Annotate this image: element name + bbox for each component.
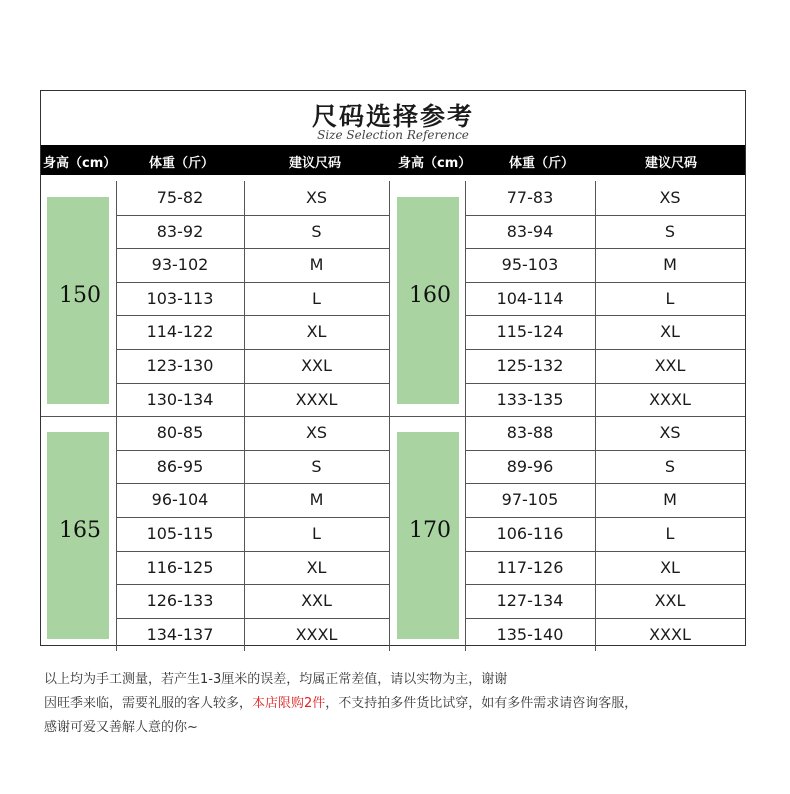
header-size: 建议尺码 bbox=[289, 156, 342, 171]
table-header bbox=[41, 145, 745, 175]
row-divider bbox=[116, 282, 389, 283]
row-divider bbox=[465, 584, 745, 585]
weight-cell: 96-104 bbox=[151, 490, 209, 510]
weight-cell: 130-134 bbox=[146, 389, 214, 409]
weight-cell: 95-103 bbox=[501, 255, 559, 275]
column-divider bbox=[465, 181, 466, 651]
size-cell: S bbox=[664, 456, 676, 476]
row-divider bbox=[116, 584, 389, 585]
height-value: 160 bbox=[409, 282, 451, 308]
size-cell: XL bbox=[660, 557, 680, 577]
chart-title: 尺码选择参考 bbox=[311, 102, 474, 131]
weight-cell: 75-82 bbox=[156, 188, 204, 207]
row-divider bbox=[465, 551, 745, 552]
size-cell: M bbox=[309, 490, 324, 510]
row-divider bbox=[465, 315, 745, 316]
size-cell: S bbox=[311, 221, 322, 241]
note-line-2 bbox=[44, 692, 637, 716]
row-divider bbox=[116, 383, 389, 384]
size-cell: XS bbox=[659, 188, 681, 207]
size-cell: XL bbox=[306, 322, 327, 342]
weight-cell: 134-137 bbox=[146, 624, 214, 644]
height-value: 170 bbox=[409, 517, 451, 543]
row-divider bbox=[465, 483, 745, 484]
row-divider bbox=[116, 517, 389, 518]
weight-cell: 77-83 bbox=[506, 188, 554, 207]
note-line-3: 感谢可爱又善解人意的你~ bbox=[44, 720, 198, 735]
row-divider bbox=[465, 349, 745, 350]
size-cell: XL bbox=[660, 322, 680, 342]
header-weight-right: 体重（斤） bbox=[509, 156, 575, 171]
chart-subtitle: Size Selection Reference bbox=[317, 128, 469, 142]
size-cell: XXL bbox=[654, 356, 686, 375]
note-line-2b: ，不支持拍多件货比试穿，如有多件需求请咨询客服， bbox=[325, 696, 638, 711]
row-divider bbox=[116, 450, 389, 451]
size-cell: XS bbox=[659, 423, 681, 443]
weight-cell: 105-115 bbox=[146, 524, 214, 543]
weight-cell: 83-94 bbox=[506, 221, 554, 241]
column-divider bbox=[116, 181, 117, 651]
column-divider bbox=[244, 181, 245, 651]
weight-cell: 116-125 bbox=[146, 557, 214, 577]
weight-cell: 93-102 bbox=[151, 255, 209, 275]
header-height-right: 身高（cm） bbox=[398, 156, 472, 171]
height-value: 165 bbox=[59, 517, 101, 543]
weight-cell: 117-126 bbox=[496, 557, 564, 577]
size-cell: XXXL bbox=[649, 389, 691, 409]
row-divider bbox=[116, 349, 389, 350]
size-cell: S bbox=[664, 221, 676, 241]
note-line-2a: 因旺季来临，需要礼服的客人较多， bbox=[44, 696, 253, 711]
weight-cell: 89-96 bbox=[506, 456, 554, 476]
size-cell: XXXL bbox=[649, 624, 691, 644]
weight-cell: 126-133 bbox=[146, 591, 214, 611]
size-cell: S bbox=[311, 456, 322, 476]
size-chart bbox=[40, 90, 746, 646]
row-divider bbox=[465, 450, 745, 451]
row-divider bbox=[465, 248, 745, 249]
size-cell: XXL bbox=[301, 356, 332, 375]
row-divider bbox=[116, 215, 389, 216]
height-value: 150 bbox=[59, 282, 101, 308]
row-divider bbox=[465, 517, 745, 518]
row-divider bbox=[116, 618, 389, 619]
row-divider bbox=[116, 248, 389, 249]
weight-cell: 106-116 bbox=[496, 524, 564, 543]
weight-cell: 103-113 bbox=[146, 288, 214, 308]
header-weight: 体重（斤） bbox=[149, 156, 215, 171]
size-cell: M bbox=[309, 255, 324, 275]
size-cell: M bbox=[663, 255, 677, 275]
header-height: 身高（cm） bbox=[43, 156, 117, 171]
weight-cell: 123-130 bbox=[146, 356, 214, 375]
note-line-1: 以上均为手工测量，若产生1-3厘米的误差，均属正常差值，请以实物为主，谢谢 bbox=[44, 672, 508, 687]
weight-cell: 97-105 bbox=[501, 490, 559, 510]
row-divider bbox=[465, 383, 745, 384]
weight-cell: 83-88 bbox=[506, 423, 554, 443]
size-cell: XXL bbox=[301, 591, 332, 611]
size-cell: XL bbox=[306, 557, 327, 577]
size-cell: XXL bbox=[654, 591, 686, 611]
block-divider bbox=[41, 416, 745, 417]
size-cell: L bbox=[665, 288, 675, 308]
size-cell: XXXL bbox=[295, 389, 338, 409]
weight-cell: 83-92 bbox=[156, 221, 204, 241]
purchase-limit-notice: 本店限购2件 bbox=[252, 696, 326, 711]
weight-cell: 104-114 bbox=[496, 288, 564, 308]
chart-title-block bbox=[41, 91, 745, 145]
row-divider bbox=[116, 315, 389, 316]
size-cell: L bbox=[665, 524, 675, 543]
weight-cell: 133-135 bbox=[496, 389, 564, 409]
size-cell: M bbox=[663, 490, 677, 510]
row-divider bbox=[116, 483, 389, 484]
row-divider bbox=[465, 282, 745, 283]
weight-cell: 86-95 bbox=[156, 456, 204, 476]
row-divider bbox=[465, 618, 745, 619]
weight-cell: 125-132 bbox=[496, 356, 564, 375]
notes bbox=[44, 668, 637, 740]
size-cell: L bbox=[312, 524, 321, 543]
weight-cell: 127-134 bbox=[496, 591, 564, 611]
size-cell: XS bbox=[305, 188, 328, 207]
size-cell: XXXL bbox=[295, 624, 338, 644]
size-cell: XS bbox=[305, 423, 328, 443]
weight-cell: 80-85 bbox=[156, 423, 204, 443]
size-cell: L bbox=[312, 288, 321, 308]
weight-cell: 114-122 bbox=[146, 322, 214, 342]
row-divider bbox=[116, 551, 389, 552]
weight-cell: 115-124 bbox=[496, 322, 564, 342]
column-divider bbox=[389, 181, 390, 651]
row-divider bbox=[465, 215, 745, 216]
header-size-right: 建议尺码 bbox=[645, 156, 698, 171]
column-divider bbox=[595, 181, 596, 651]
weight-cell: 135-140 bbox=[496, 624, 564, 644]
